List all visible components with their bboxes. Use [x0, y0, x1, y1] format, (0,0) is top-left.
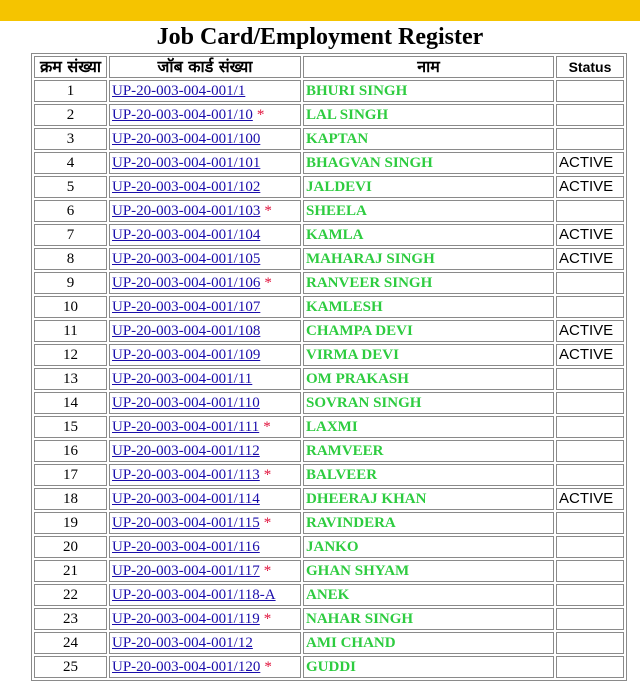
- job-card-link[interactable]: UP-20-003-004-001/100: [112, 131, 261, 147]
- job-card-link[interactable]: UP-20-003-004-001/107: [112, 299, 261, 315]
- serial-number-cell: 4: [34, 152, 107, 174]
- serial-number-cell: 6: [34, 200, 107, 222]
- status-cell: ACTIVE: [556, 344, 624, 366]
- table-row: [34, 104, 624, 126]
- job-card-link[interactable]: UP-20-003-004-001/10: [112, 107, 253, 123]
- top-banner-bar: [0, 0, 640, 21]
- serial-number-cell: 7: [34, 224, 107, 246]
- name-cell: JANKO: [303, 536, 554, 558]
- serial-number-cell: 18: [34, 488, 107, 510]
- job-card-link[interactable]: UP-20-003-004-001/116: [112, 539, 260, 555]
- job-card-link[interactable]: UP-20-003-004-001/115: [112, 515, 260, 531]
- status-cell: ACTIVE: [556, 176, 624, 198]
- job-card-cell: [109, 176, 301, 198]
- name-cell: KAMLA: [303, 224, 554, 246]
- serial-number-cell: 14: [34, 392, 107, 414]
- serial-number-cell: 5: [34, 176, 107, 198]
- status-cell: [556, 200, 624, 222]
- job-card-cell: [109, 464, 301, 486]
- table-row: [34, 152, 624, 174]
- job-card-link[interactable]: UP-20-003-004-001/118-A: [112, 587, 276, 603]
- serial-number-cell: 15: [34, 416, 107, 438]
- name-cell: MAHARAJ SINGH: [303, 248, 554, 270]
- status-cell: [556, 656, 624, 678]
- table-row: [34, 416, 624, 438]
- job-card-link[interactable]: UP-20-003-004-001/12: [112, 635, 253, 651]
- asterisk-marker: *: [263, 515, 272, 531]
- serial-number-cell: 10: [34, 296, 107, 318]
- job-card-link[interactable]: UP-20-003-004-001/105: [112, 251, 261, 267]
- status-cell: [556, 512, 624, 534]
- table-row: [34, 440, 624, 462]
- job-card-cell: [109, 536, 301, 558]
- name-cell: KAPTAN: [303, 128, 554, 150]
- job-card-cell: [109, 632, 301, 654]
- table-row: [34, 80, 624, 102]
- name-cell: BALVEER: [303, 464, 554, 486]
- asterisk-marker: *: [263, 611, 272, 627]
- job-card-cell: [109, 104, 301, 126]
- table-row: [34, 608, 624, 630]
- job-card-cell: [109, 560, 301, 582]
- header-name: नाम: [303, 56, 554, 78]
- table-row: [34, 200, 624, 222]
- status-cell: ACTIVE: [556, 488, 624, 510]
- job-card-cell: [109, 320, 301, 342]
- name-cell: DHEERAJ KHAN: [303, 488, 554, 510]
- status-cell: [556, 80, 624, 102]
- job-card-link[interactable]: UP-20-003-004-001/120: [112, 659, 261, 675]
- serial-number-cell: 24: [34, 632, 107, 654]
- job-card-cell: [109, 128, 301, 150]
- table-row: [34, 296, 624, 318]
- header-status: Status: [556, 56, 624, 78]
- asterisk-marker: *: [264, 659, 272, 675]
- table-row: [34, 560, 624, 582]
- table-row: [34, 248, 624, 270]
- table-row: [34, 128, 624, 150]
- name-cell: RAVINDERA: [303, 512, 554, 534]
- job-card-link[interactable]: UP-20-003-004-001/106: [112, 275, 261, 291]
- status-cell: [556, 632, 624, 654]
- status-cell: ACTIVE: [556, 320, 624, 342]
- serial-number-cell: 23: [34, 608, 107, 630]
- asterisk-marker: *: [256, 107, 265, 123]
- job-card-cell: [109, 200, 301, 222]
- job-card-link[interactable]: UP-20-003-004-001/112: [112, 443, 260, 459]
- status-cell: [556, 296, 624, 318]
- serial-number-cell: 22: [34, 584, 107, 606]
- name-cell: AMI CHAND: [303, 632, 554, 654]
- table-row: [34, 584, 624, 606]
- page-title: Job Card/Employment Register: [156, 24, 484, 50]
- name-cell: BHURI SINGH: [303, 80, 554, 102]
- job-card-link[interactable]: UP-20-003-004-001/108: [112, 323, 261, 339]
- status-cell: [556, 368, 624, 390]
- table-row: [34, 464, 624, 486]
- serial-number-cell: 17: [34, 464, 107, 486]
- status-cell: [556, 272, 624, 294]
- serial-number-cell: 3: [34, 128, 107, 150]
- job-card-link[interactable]: UP-20-003-004-001/1: [112, 83, 246, 99]
- name-cell: RANVEER SINGH: [303, 272, 554, 294]
- job-card-register-table: [31, 53, 627, 681]
- status-cell: [556, 464, 624, 486]
- job-card-link[interactable]: UP-20-003-004-001/11: [112, 371, 253, 387]
- asterisk-marker: *: [263, 419, 271, 435]
- asterisk-marker: *: [264, 275, 272, 291]
- status-cell: ACTIVE: [556, 248, 624, 270]
- job-card-link[interactable]: UP-20-003-004-001/109: [112, 347, 261, 363]
- asterisk-marker: *: [263, 467, 272, 483]
- job-card-link[interactable]: UP-20-003-004-001/104: [112, 227, 261, 243]
- job-card-cell: [109, 416, 301, 438]
- serial-number-cell: 1: [34, 80, 107, 102]
- table-row: [34, 392, 624, 414]
- job-card-link[interactable]: UP-20-003-004-001/102: [112, 179, 261, 195]
- table-row: [34, 320, 624, 342]
- asterisk-marker: *: [263, 563, 272, 579]
- serial-number-cell: 2: [34, 104, 107, 126]
- serial-number-cell: 21: [34, 560, 107, 582]
- table-row: [34, 272, 624, 294]
- name-cell: VIRMA DEVI: [303, 344, 554, 366]
- serial-number-cell: 9: [34, 272, 107, 294]
- serial-number-cell: 25: [34, 656, 107, 678]
- status-cell: [556, 536, 624, 558]
- name-cell: LAL SINGH: [303, 104, 554, 126]
- job-card-link[interactable]: UP-20-003-004-001/111: [112, 419, 260, 435]
- serial-number-cell: 12: [34, 344, 107, 366]
- status-cell: [556, 584, 624, 606]
- header-serial-number: क्रम संख्या: [34, 56, 107, 78]
- status-cell: [556, 128, 624, 150]
- job-card-cell: [109, 512, 301, 534]
- status-cell: [556, 416, 624, 438]
- name-cell: JALDEVI: [303, 176, 554, 198]
- serial-number-cell: 19: [34, 512, 107, 534]
- serial-number-cell: 8: [34, 248, 107, 270]
- name-cell: NAHAR SINGH: [303, 608, 554, 630]
- job-card-link[interactable]: UP-20-003-004-001/114: [112, 491, 260, 507]
- name-cell: KAMLESH: [303, 296, 554, 318]
- table-row: [34, 224, 624, 246]
- table-row: [34, 176, 624, 198]
- status-cell: ACTIVE: [556, 224, 624, 246]
- job-card-link[interactable]: UP-20-003-004-001/101: [112, 155, 261, 171]
- job-card-cell: [109, 344, 301, 366]
- job-card-cell: [109, 656, 301, 678]
- name-cell: ANEK: [303, 584, 554, 606]
- job-card-cell: [109, 152, 301, 174]
- job-card-link[interactable]: UP-20-003-004-001/117: [112, 563, 260, 579]
- name-cell: SHEELA: [303, 200, 554, 222]
- table-row: [34, 368, 624, 390]
- header-job-card-number: जॉब कार्ड संख्या: [109, 56, 301, 78]
- status-cell: ACTIVE: [556, 152, 624, 174]
- status-cell: [556, 560, 624, 582]
- table-row: [34, 344, 624, 366]
- name-cell: CHAMPA DEVI: [303, 320, 554, 342]
- job-card-cell: [109, 392, 301, 414]
- name-cell: LAXMI: [303, 416, 554, 438]
- job-card-cell: [109, 248, 301, 270]
- name-cell: BHAGVAN SINGH: [303, 152, 554, 174]
- job-card-cell: [109, 272, 301, 294]
- name-cell: GHAN SHYAM: [303, 560, 554, 582]
- job-card-link[interactable]: UP-20-003-004-001/103: [112, 203, 261, 219]
- table-row: [34, 632, 624, 654]
- job-card-cell: [109, 608, 301, 630]
- serial-number-cell: 11: [34, 320, 107, 342]
- table-header-row: [34, 56, 624, 78]
- table-row: [34, 536, 624, 558]
- status-cell: [556, 608, 624, 630]
- job-card-link[interactable]: UP-20-003-004-001/110: [112, 395, 260, 411]
- job-card-cell: [109, 80, 301, 102]
- job-card-link[interactable]: UP-20-003-004-001/113: [112, 467, 260, 483]
- table-row: [34, 488, 624, 510]
- name-cell: OM PRAKASH: [303, 368, 554, 390]
- name-cell: RAMVEER: [303, 440, 554, 462]
- job-card-cell: [109, 224, 301, 246]
- table-row: [34, 656, 624, 678]
- name-cell: GUDDI: [303, 656, 554, 678]
- table-row: [34, 512, 624, 534]
- job-card-cell: [109, 440, 301, 462]
- job-card-cell: [109, 368, 301, 390]
- job-card-cell: [109, 488, 301, 510]
- job-card-link[interactable]: UP-20-003-004-001/119: [112, 611, 260, 627]
- serial-number-cell: 20: [34, 536, 107, 558]
- serial-number-cell: 13: [34, 368, 107, 390]
- job-card-cell: [109, 296, 301, 318]
- name-cell: SOVRAN SINGH: [303, 392, 554, 414]
- job-card-cell: [109, 584, 301, 606]
- serial-number-cell: 16: [34, 440, 107, 462]
- status-cell: [556, 392, 624, 414]
- status-cell: [556, 440, 624, 462]
- status-cell: [556, 104, 624, 126]
- asterisk-marker: *: [264, 203, 272, 219]
